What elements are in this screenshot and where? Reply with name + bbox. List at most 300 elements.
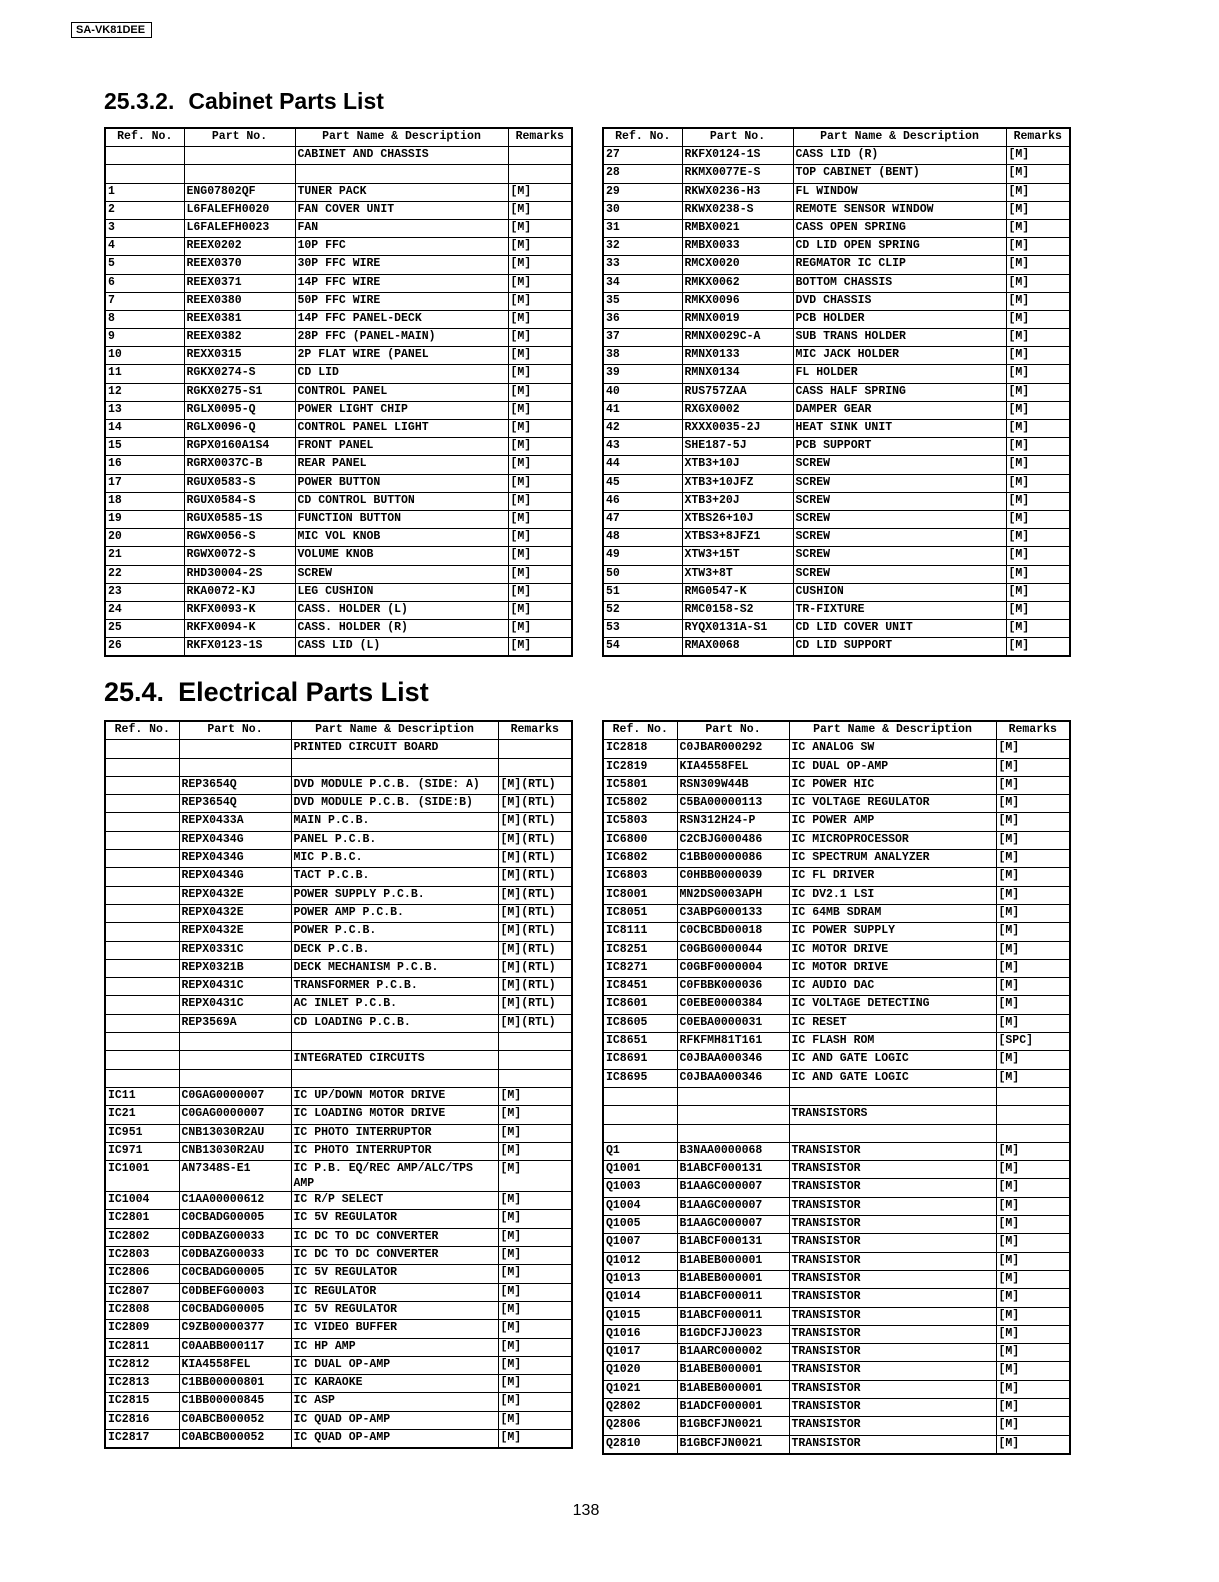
table-row xyxy=(105,1014,572,1032)
ref-no-cell xyxy=(105,886,179,904)
table-row xyxy=(105,420,572,438)
part-no-cell: REPX0434G xyxy=(179,868,291,886)
description-cell: BOTTOM CHASSIS xyxy=(793,274,1006,292)
part-no-cell xyxy=(179,758,291,776)
description-cell: DVD MODULE P.C.B. (SIDE: A) xyxy=(291,776,498,794)
part-no-cell xyxy=(184,147,295,165)
ref-no-cell: 14 xyxy=(105,420,184,438)
remarks-cell: [M] xyxy=(508,474,572,492)
part-no-cell: REEX0370 xyxy=(184,256,295,274)
part-no-cell: C0EBE0000384 xyxy=(677,996,789,1014)
table-row xyxy=(105,638,572,657)
ref-no-cell: IC8651 xyxy=(603,1033,677,1051)
description-cell xyxy=(789,1087,996,1105)
part-no-header: Part No. xyxy=(184,128,295,147)
table-row xyxy=(603,904,1070,922)
ref-no-cell xyxy=(105,850,179,868)
description-cell: IC ASP xyxy=(291,1393,498,1411)
part-no-cell: XTBS26+10J xyxy=(682,510,793,528)
remarks-cell: [M] xyxy=(996,904,1070,922)
part-no-cell: REEX0202 xyxy=(184,238,295,256)
part-no-cell: SHE187-5J xyxy=(682,438,793,456)
ref-no-cell: Q1014 xyxy=(603,1289,677,1307)
part-no-cell: RMNX0019 xyxy=(682,310,793,328)
ref-no-cell: 48 xyxy=(603,529,682,547)
remarks-header: Remarks xyxy=(498,721,572,740)
remarks-cell: [M] xyxy=(498,1375,572,1393)
ref-no-cell xyxy=(105,165,184,183)
description-cell: FAN COVER UNIT xyxy=(295,201,508,219)
ref-no-cell: 38 xyxy=(603,347,682,365)
table-header-row xyxy=(105,721,572,740)
table-row xyxy=(105,547,572,565)
table-row xyxy=(603,474,1070,492)
remarks-cell: [M](RTL) xyxy=(498,923,572,941)
ref-no-cell: IC1004 xyxy=(105,1192,179,1210)
ref-no-cell: 19 xyxy=(105,510,184,528)
part-no-cell: RMC0158-S2 xyxy=(682,601,793,619)
description-cell: IC LOADING MOTOR DRIVE xyxy=(291,1106,498,1124)
table-row xyxy=(603,1197,1070,1215)
table-row xyxy=(603,1087,1070,1105)
part-no-cell: C0FBBK000036 xyxy=(677,978,789,996)
part-no-cell: B1ABCF000011 xyxy=(677,1289,789,1307)
description-cell: CD LID COVER UNIT xyxy=(793,620,1006,638)
ref-no-cell: 52 xyxy=(603,601,682,619)
part-no-cell: RYQX0131A-S1 xyxy=(682,620,793,638)
table-row xyxy=(105,256,572,274)
ref-no-cell xyxy=(105,1051,179,1069)
table-row xyxy=(105,831,572,849)
table-row xyxy=(603,383,1070,401)
table-row xyxy=(603,292,1070,310)
remarks-cell: [M] xyxy=(1006,256,1070,274)
table-row xyxy=(603,868,1070,886)
table-row xyxy=(105,868,572,886)
ref-no-cell xyxy=(105,1069,179,1087)
part-no-cell: XTBS3+8JFZ1 xyxy=(682,529,793,547)
description-cell: PRINTED CIRCUIT BOARD xyxy=(291,740,498,758)
ref-no-cell: 54 xyxy=(603,638,682,657)
table-row xyxy=(603,1142,1070,1160)
part-no-cell: C0CBCBD00018 xyxy=(677,923,789,941)
table-row xyxy=(603,1380,1070,1398)
remarks-cell: [M] xyxy=(996,850,1070,868)
description-cell: IC PHOTO INTERRUPTOR xyxy=(291,1142,498,1160)
part-no-cell: C1BB00000845 xyxy=(179,1393,291,1411)
ref-no-cell xyxy=(105,904,179,922)
part-no-cell: C0JBAA000346 xyxy=(677,1069,789,1087)
table-row xyxy=(105,147,572,165)
description-cell: CASS. HOLDER (R) xyxy=(295,620,508,638)
ref-no-cell: 25 xyxy=(105,620,184,638)
ref-no-cell: 20 xyxy=(105,529,184,547)
part-no-cell: RMNX0029C-A xyxy=(682,329,793,347)
ref-no-header: Ref. No. xyxy=(603,128,682,147)
table-row xyxy=(603,1417,1070,1435)
ref-no-cell: Q1 xyxy=(603,1142,677,1160)
description-cell: IC POWER HIC xyxy=(789,776,996,794)
cabinet-parts-table-right xyxy=(602,127,1071,657)
ref-no-cell: IC2802 xyxy=(105,1228,179,1246)
remarks-cell: [M](RTL) xyxy=(498,1014,572,1032)
description-cell: TUNER PACK xyxy=(295,183,508,201)
description-cell: TRANSISTORS xyxy=(789,1106,996,1124)
part-no-cell: REPX0432E xyxy=(179,923,291,941)
part-no-header: Part No. xyxy=(682,128,793,147)
table-row xyxy=(603,1398,1070,1416)
part-no-cell: MN2DS0003APH xyxy=(677,886,789,904)
table-row xyxy=(603,1014,1070,1032)
table-row xyxy=(105,329,572,347)
ref-no-cell: 41 xyxy=(603,401,682,419)
part-no-cell: L6FALEFH0020 xyxy=(184,201,295,219)
description-cell: 10P FFC xyxy=(295,238,508,256)
remarks-cell: [M] xyxy=(996,1307,1070,1325)
remarks-cell: [M] xyxy=(508,274,572,292)
part-no-cell: REPX0432E xyxy=(179,904,291,922)
remarks-cell: [M] xyxy=(498,1429,572,1448)
table-row xyxy=(105,1192,572,1210)
remarks-cell: [M] xyxy=(498,1106,572,1124)
part-no-cell: REP3654Q xyxy=(179,776,291,794)
remarks-cell: [M](RTL) xyxy=(498,850,572,868)
remarks-cell: [M] xyxy=(508,565,572,583)
description-cell: REMOTE SENSOR WINDOW xyxy=(793,201,1006,219)
table-row xyxy=(603,492,1070,510)
part-no-cell: REEX0382 xyxy=(184,329,295,347)
ref-no-cell: 35 xyxy=(603,292,682,310)
remarks-cell: [M] xyxy=(498,1192,572,1210)
description-cell: IC AND GATE LOGIC xyxy=(789,1069,996,1087)
table-row xyxy=(603,401,1070,419)
table-row xyxy=(105,401,572,419)
remarks-header: Remarks xyxy=(996,721,1070,740)
remarks-cell: [M] xyxy=(996,795,1070,813)
part-no-cell: RGWX0056-S xyxy=(184,529,295,547)
part-no-cell: B1ABEB000001 xyxy=(677,1362,789,1380)
remarks-header: Remarks xyxy=(508,128,572,147)
remarks-cell: [M] xyxy=(498,1124,572,1142)
part-no-cell: REPX0321B xyxy=(179,959,291,977)
remarks-cell: [M] xyxy=(508,219,572,237)
remarks-cell: [M] xyxy=(498,1356,572,1374)
table-header-row xyxy=(105,128,572,147)
ref-no-cell: IC8601 xyxy=(603,996,677,1014)
ref-no-cell: 2 xyxy=(105,201,184,219)
table-row xyxy=(105,238,572,256)
part-no-cell: REP3569A xyxy=(179,1014,291,1032)
part-no-cell: RMBX0033 xyxy=(682,238,793,256)
table-row xyxy=(105,310,572,328)
ref-no-cell: Q1001 xyxy=(603,1161,677,1179)
description-cell: IC DUAL OP-AMP xyxy=(291,1356,498,1374)
ref-no-cell: IC2807 xyxy=(105,1283,179,1301)
part-no-cell: REEX0371 xyxy=(184,274,295,292)
ref-no-cell: 22 xyxy=(105,565,184,583)
part-no-cell: RKFX0093-K xyxy=(184,601,295,619)
description-cell: REGMATOR IC CLIP xyxy=(793,256,1006,274)
table-row xyxy=(105,886,572,904)
description-cell: TRANSISTOR xyxy=(789,1161,996,1179)
table-row xyxy=(603,886,1070,904)
table-row xyxy=(105,201,572,219)
part-no-cell xyxy=(179,1069,291,1087)
ref-no-cell: Q1015 xyxy=(603,1307,677,1325)
ref-no-cell: 42 xyxy=(603,420,682,438)
part-no-cell: RUS757ZAA xyxy=(682,383,793,401)
table-row xyxy=(603,959,1070,977)
remarks-cell: [M] xyxy=(1006,547,1070,565)
ref-no-cell: 10 xyxy=(105,347,184,365)
remarks-cell: [M] xyxy=(498,1161,572,1192)
part-no-cell: C0CBADG00005 xyxy=(179,1265,291,1283)
table-row xyxy=(603,850,1070,868)
part-no-cell: RGLX0096-Q xyxy=(184,420,295,438)
part-no-cell: XTW3+15T xyxy=(682,547,793,565)
description-cell: TRANSISTOR xyxy=(789,1270,996,1288)
table-row xyxy=(603,510,1070,528)
table-row xyxy=(105,1106,572,1124)
ref-no-cell xyxy=(105,1014,179,1032)
table-row xyxy=(603,795,1070,813)
section-number: 25.3.2. xyxy=(104,88,175,114)
description-cell: IC 5V REGULATOR xyxy=(291,1210,498,1228)
remarks-cell: [M] xyxy=(1006,292,1070,310)
table-row xyxy=(105,1051,572,1069)
part-no-header: Part No. xyxy=(179,721,291,740)
table-row xyxy=(105,959,572,977)
ref-no-cell: 47 xyxy=(603,510,682,528)
ref-no-header: Ref. No. xyxy=(105,128,184,147)
remarks-cell: [M] xyxy=(996,1142,1070,1160)
part-no-cell: C0HBB0000039 xyxy=(677,868,789,886)
table-row xyxy=(603,740,1070,758)
description-cell: CUSHION xyxy=(793,583,1006,601)
ref-no-cell: 23 xyxy=(105,583,184,601)
ref-no-cell xyxy=(105,758,179,776)
ref-no-cell: 44 xyxy=(603,456,682,474)
part-no-cell: C0GBF0000004 xyxy=(677,959,789,977)
description-cell: DVD CHASSIS xyxy=(793,292,1006,310)
ref-no-cell: IC5801 xyxy=(603,776,677,794)
part-no-cell: RGWX0072-S xyxy=(184,547,295,565)
description-cell: TRANSISTOR xyxy=(789,1344,996,1362)
remarks-cell: [M] xyxy=(996,978,1070,996)
table-row xyxy=(603,547,1070,565)
table-row xyxy=(105,565,572,583)
remarks-cell xyxy=(996,1124,1070,1142)
description-cell: POWER SUPPLY P.C.B. xyxy=(291,886,498,904)
remarks-cell: [M] xyxy=(498,1087,572,1105)
part-no-cell: XTB3+20J xyxy=(682,492,793,510)
part-no-cell: C0GAG0000007 xyxy=(179,1106,291,1124)
table-row xyxy=(603,1325,1070,1343)
table-row xyxy=(603,147,1070,165)
part-no-cell: REPX0432E xyxy=(179,886,291,904)
table-row xyxy=(105,740,572,758)
description-cell: IC 64MB SDRAM xyxy=(789,904,996,922)
remarks-cell: [M] xyxy=(996,740,1070,758)
table-row xyxy=(603,201,1070,219)
remarks-cell: [M] xyxy=(508,420,572,438)
remarks-cell: [M] xyxy=(1006,529,1070,547)
description-cell: IC VIDEO BUFFER xyxy=(291,1320,498,1338)
part-no-cell: RGKX0275-S1 xyxy=(184,383,295,401)
part-no-cell: C0CBADG00005 xyxy=(179,1301,291,1319)
table-row xyxy=(105,1283,572,1301)
remarks-cell: [M] xyxy=(1006,165,1070,183)
ref-no-cell: IC21 xyxy=(105,1106,179,1124)
ref-no-cell: IC2801 xyxy=(105,1210,179,1228)
ref-no-cell: Q1007 xyxy=(603,1234,677,1252)
description-cell: SCREW xyxy=(295,565,508,583)
remarks-cell: [M] xyxy=(1006,147,1070,165)
table-row xyxy=(603,601,1070,619)
part-no-cell: RMG0547-K xyxy=(682,583,793,601)
ref-no-cell: 53 xyxy=(603,620,682,638)
remarks-cell: [M](RTL) xyxy=(498,795,572,813)
remarks-cell: [SPC] xyxy=(996,1033,1070,1051)
table-row xyxy=(603,219,1070,237)
remarks-cell: [M] xyxy=(508,492,572,510)
ref-no-cell: 30 xyxy=(603,201,682,219)
remarks-cell: [M] xyxy=(996,1270,1070,1288)
description-cell: AC INLET P.C.B. xyxy=(291,996,498,1014)
ref-no-cell: IC8251 xyxy=(603,941,677,959)
ref-no-cell: IC2803 xyxy=(105,1247,179,1265)
table-row xyxy=(603,1289,1070,1307)
part-no-header: Part No. xyxy=(677,721,789,740)
description-cell xyxy=(295,165,508,183)
part-no-cell: RKFX0123-1S xyxy=(184,638,295,657)
description-cell: IC KARAOKE xyxy=(291,1375,498,1393)
description-cell: IC VOLTAGE REGULATOR xyxy=(789,795,996,813)
ref-no-cell: 11 xyxy=(105,365,184,383)
description-cell: CD LID OPEN SPRING xyxy=(793,238,1006,256)
description-cell: TRANSISTOR xyxy=(789,1179,996,1197)
ref-no-cell: 17 xyxy=(105,474,184,492)
table-row xyxy=(105,1338,572,1356)
remarks-cell: [M] xyxy=(996,923,1070,941)
ref-no-cell: Q1005 xyxy=(603,1216,677,1234)
remarks-cell: [M] xyxy=(1006,474,1070,492)
description-header: Part Name & Description xyxy=(793,128,1006,147)
remarks-cell: [M] xyxy=(996,1216,1070,1234)
table-row xyxy=(603,420,1070,438)
part-no-cell: RXXX0035-2J xyxy=(682,420,793,438)
ref-no-cell: 9 xyxy=(105,329,184,347)
table-row xyxy=(105,165,572,183)
table-row xyxy=(603,1106,1070,1124)
ref-no-cell: 8 xyxy=(105,310,184,328)
ref-no-cell: IC2809 xyxy=(105,1320,179,1338)
ref-no-cell: 3 xyxy=(105,219,184,237)
remarks-cell: [M] xyxy=(1006,183,1070,201)
table-row xyxy=(105,978,572,996)
table-row xyxy=(105,1356,572,1374)
remarks-cell: [M] xyxy=(498,1265,572,1283)
remarks-cell: [M] xyxy=(1006,565,1070,583)
description-cell: DECK P.C.B. xyxy=(291,941,498,959)
ref-no-cell: 43 xyxy=(603,438,682,456)
remarks-cell: [M] xyxy=(1006,238,1070,256)
ref-no-cell: 6 xyxy=(105,274,184,292)
part-no-cell: B1ABCF000131 xyxy=(677,1161,789,1179)
ref-no-cell: IC6803 xyxy=(603,868,677,886)
ref-no-cell: 45 xyxy=(603,474,682,492)
part-no-cell xyxy=(677,1087,789,1105)
remarks-cell: [M] xyxy=(996,1398,1070,1416)
table-row xyxy=(603,1179,1070,1197)
description-cell: CONTROL PANEL xyxy=(295,383,508,401)
part-no-cell: C0JBAR000292 xyxy=(677,740,789,758)
part-no-cell: B1ABEB000001 xyxy=(677,1270,789,1288)
table-row xyxy=(105,850,572,868)
remarks-cell: [M] xyxy=(996,941,1070,959)
table-row xyxy=(105,941,572,959)
part-no-cell: C3ABPG000133 xyxy=(677,904,789,922)
part-no-cell: RFKFMH81T161 xyxy=(677,1033,789,1051)
part-no-cell: RGPX0160A1S4 xyxy=(184,438,295,456)
remarks-cell: [M] xyxy=(508,310,572,328)
description-cell: CASS LID (L) xyxy=(295,638,508,657)
description-cell: PCB SUPPORT xyxy=(793,438,1006,456)
description-cell: IC FL DRIVER xyxy=(789,868,996,886)
ref-no-cell xyxy=(105,740,179,758)
description-cell: HEAT SINK UNIT xyxy=(793,420,1006,438)
remarks-cell: [M] xyxy=(508,456,572,474)
description-cell: SCREW xyxy=(793,510,1006,528)
part-no-cell: REPX0434G xyxy=(179,831,291,849)
part-no-cell: C1AA00000612 xyxy=(179,1192,291,1210)
remarks-cell: [M] xyxy=(508,347,572,365)
description-cell: SUB TRANS HOLDER xyxy=(793,329,1006,347)
remarks-cell: [M] xyxy=(508,583,572,601)
ref-no-cell: IC11 xyxy=(105,1087,179,1105)
part-no-cell: C0AABB000117 xyxy=(179,1338,291,1356)
electrical-parts-table-right xyxy=(602,720,1071,1455)
part-no-cell: C0ABCB000052 xyxy=(179,1429,291,1448)
ref-no-cell: 12 xyxy=(105,383,184,401)
ref-no-cell: 46 xyxy=(603,492,682,510)
description-cell: MIC JACK HOLDER xyxy=(793,347,1006,365)
part-no-cell: REEX0380 xyxy=(184,292,295,310)
part-no-cell: B1AAGC000007 xyxy=(677,1179,789,1197)
remarks-cell: [M](RTL) xyxy=(498,868,572,886)
part-no-cell xyxy=(184,165,295,183)
table-row xyxy=(603,1344,1070,1362)
description-cell: FL WINDOW xyxy=(793,183,1006,201)
description-cell: CASS. HOLDER (L) xyxy=(295,601,508,619)
ref-no-cell: IC2812 xyxy=(105,1356,179,1374)
table-row xyxy=(105,813,572,831)
table-row xyxy=(105,620,572,638)
ref-no-cell: Q1004 xyxy=(603,1197,677,1215)
table-row xyxy=(105,1069,572,1087)
table-row xyxy=(603,165,1070,183)
description-cell: 14P FFC PANEL-DECK xyxy=(295,310,508,328)
table-row xyxy=(105,1124,572,1142)
description-cell: SCREW xyxy=(793,565,1006,583)
ref-no-cell: 21 xyxy=(105,547,184,565)
table-row xyxy=(105,1142,572,1160)
part-no-cell: RMCX0020 xyxy=(682,256,793,274)
remarks-cell: [M] xyxy=(1006,638,1070,657)
remarks-cell: [M] xyxy=(498,1411,572,1429)
remarks-cell: [M] xyxy=(1006,347,1070,365)
table-row xyxy=(603,347,1070,365)
